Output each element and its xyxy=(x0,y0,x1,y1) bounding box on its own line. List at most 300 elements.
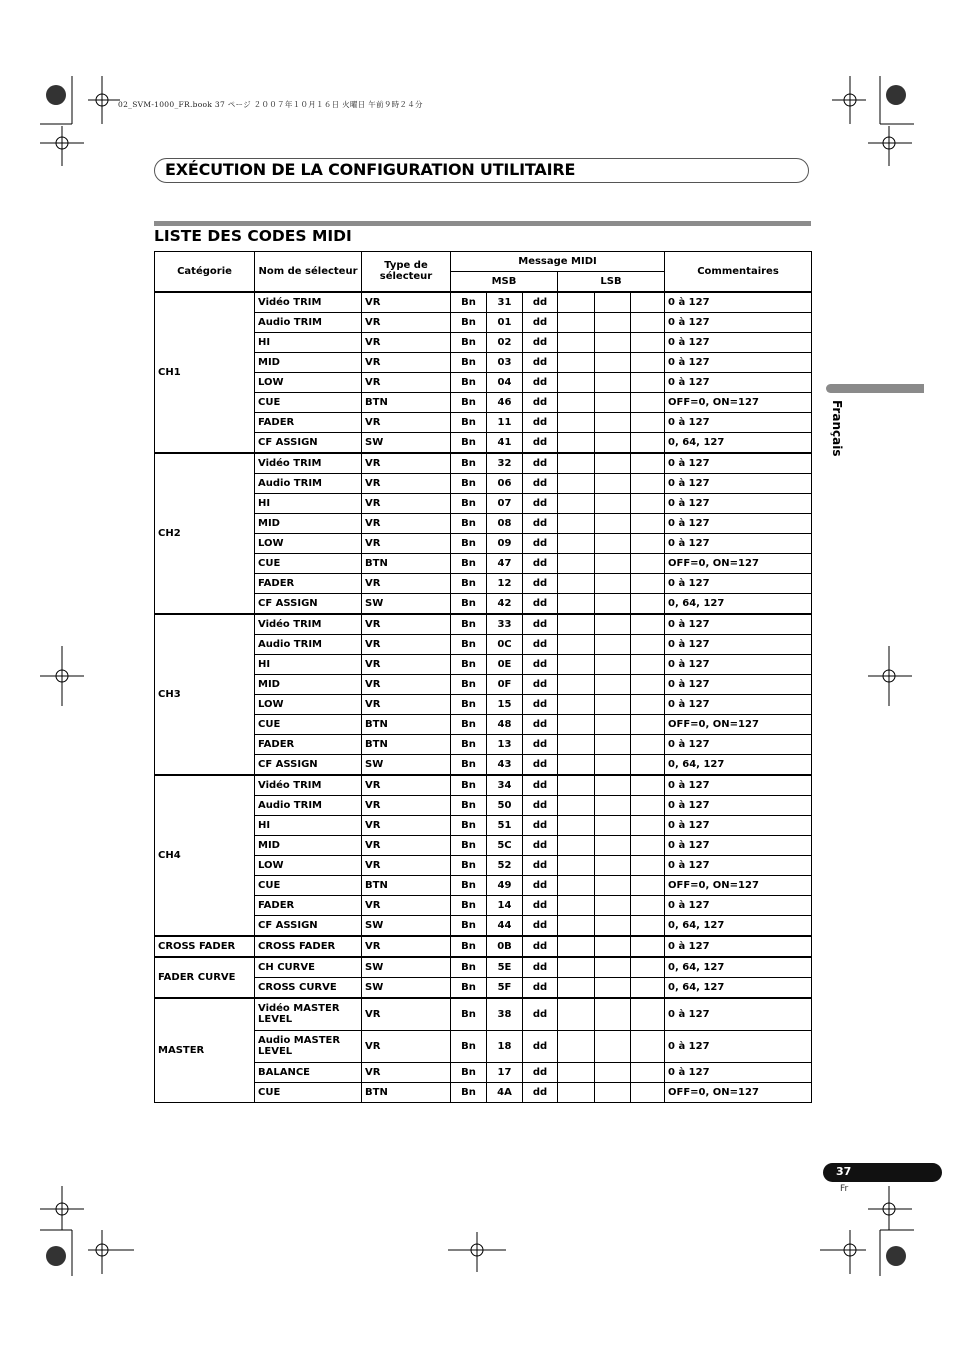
lsb-empty-cell xyxy=(595,412,631,432)
lsb-empty-cell xyxy=(595,754,631,775)
control-number-cell: 38 xyxy=(487,998,523,1031)
control-number-cell: 0E xyxy=(487,654,523,674)
lsb-empty-cell xyxy=(595,614,631,635)
status-byte-cell: Bn xyxy=(451,634,487,654)
lsb-empty-cell xyxy=(631,694,665,714)
lsb-empty-cell xyxy=(595,915,631,936)
data-byte-cell: dd xyxy=(523,533,558,553)
data-byte-cell: dd xyxy=(523,593,558,614)
header-msb: MSB xyxy=(451,272,558,292)
lsb-empty-cell xyxy=(558,795,595,815)
status-byte-cell: Bn xyxy=(451,352,487,372)
lsb-empty-cell xyxy=(558,674,595,694)
lsb-empty-cell xyxy=(558,895,595,915)
data-byte-cell: dd xyxy=(523,734,558,754)
control-number-cell: 06 xyxy=(487,473,523,493)
data-byte-cell: dd xyxy=(523,936,558,957)
data-byte-cell: dd xyxy=(523,855,558,875)
data-byte-cell: dd xyxy=(523,754,558,775)
lsb-empty-cell xyxy=(631,1030,665,1062)
control-number-cell: 18 xyxy=(487,1030,523,1062)
data-byte-cell: dd xyxy=(523,432,558,453)
lsb-empty-cell xyxy=(631,654,665,674)
selector-type-cell: VR xyxy=(362,453,451,474)
comment-cell: 0 à 127 xyxy=(665,775,812,796)
status-byte-cell: Bn xyxy=(451,674,487,694)
lsb-empty-cell xyxy=(558,1082,595,1102)
comment-cell: 0 à 127 xyxy=(665,694,812,714)
selector-name-cell: CF ASSIGN xyxy=(255,915,362,936)
data-byte-cell: dd xyxy=(523,1062,558,1082)
lsb-empty-cell xyxy=(631,493,665,513)
selector-name-cell: HI xyxy=(255,332,362,352)
lsb-empty-cell xyxy=(558,392,595,412)
category-cell: CH1 xyxy=(155,292,255,453)
status-byte-cell: Bn xyxy=(451,312,487,332)
category-cell: FADER CURVE xyxy=(155,957,255,998)
selector-type-cell: VR xyxy=(362,372,451,392)
selector-name-cell: CH CURVE xyxy=(255,957,362,978)
control-number-cell: 11 xyxy=(487,412,523,432)
lsb-empty-cell xyxy=(631,936,665,957)
lsb-empty-cell xyxy=(558,372,595,392)
table-row xyxy=(155,614,812,635)
lsb-empty-cell xyxy=(631,754,665,775)
control-number-cell: 07 xyxy=(487,493,523,513)
lsb-empty-cell xyxy=(631,372,665,392)
data-byte-cell: dd xyxy=(523,392,558,412)
data-byte-cell: dd xyxy=(523,473,558,493)
lsb-empty-cell xyxy=(558,453,595,474)
control-number-cell: 4A xyxy=(487,1082,523,1102)
status-byte-cell: Bn xyxy=(451,1082,487,1102)
control-number-cell: 32 xyxy=(487,453,523,474)
lsb-empty-cell xyxy=(631,533,665,553)
control-number-cell: 17 xyxy=(487,1062,523,1082)
lsb-empty-cell xyxy=(631,835,665,855)
lsb-empty-cell xyxy=(631,795,665,815)
status-byte-cell: Bn xyxy=(451,432,487,453)
status-byte-cell: Bn xyxy=(451,453,487,474)
control-number-cell: 34 xyxy=(487,775,523,796)
control-number-cell: 5C xyxy=(487,835,523,855)
comment-cell: 0 à 127 xyxy=(665,734,812,754)
lsb-empty-cell xyxy=(631,734,665,754)
data-byte-cell: dd xyxy=(523,513,558,533)
page-language: Fr xyxy=(840,1184,849,1194)
data-byte-cell: dd xyxy=(523,634,558,654)
comment-cell: 0 à 127 xyxy=(665,855,812,875)
lsb-empty-cell xyxy=(558,412,595,432)
comment-cell: 0 à 127 xyxy=(665,1062,812,1082)
comment-cell: 0 à 127 xyxy=(665,573,812,593)
lsb-empty-cell xyxy=(595,352,631,372)
selector-type-cell: BTN xyxy=(362,875,451,895)
lsb-empty-cell xyxy=(558,634,595,654)
header-lsb: LSB xyxy=(558,272,665,292)
selector-name-cell: Vidéo TRIM xyxy=(255,775,362,796)
lsb-empty-cell xyxy=(595,1062,631,1082)
comment-cell: 0 à 127 xyxy=(665,292,812,313)
lsb-empty-cell xyxy=(595,875,631,895)
control-number-cell: 51 xyxy=(487,815,523,835)
comment-cell: 0 à 127 xyxy=(665,795,812,815)
header-category: Catégorie xyxy=(155,252,255,292)
control-number-cell: 0C xyxy=(487,634,523,654)
selector-name-cell: CUE xyxy=(255,392,362,412)
comment-cell: 0, 64, 127 xyxy=(665,754,812,775)
lsb-empty-cell xyxy=(595,634,631,654)
selector-type-cell: VR xyxy=(362,634,451,654)
data-byte-cell: dd xyxy=(523,352,558,372)
selector-type-cell: VR xyxy=(362,1030,451,1062)
comment-cell: 0 à 127 xyxy=(665,674,812,694)
selector-name-cell: MID xyxy=(255,513,362,533)
lsb-empty-cell xyxy=(558,957,595,978)
control-number-cell: 03 xyxy=(487,352,523,372)
selector-name-cell: FADER xyxy=(255,895,362,915)
selector-type-cell: SW xyxy=(362,754,451,775)
status-byte-cell: Bn xyxy=(451,332,487,352)
data-byte-cell: dd xyxy=(523,573,558,593)
data-byte-cell: dd xyxy=(523,372,558,392)
selector-name-cell: MID xyxy=(255,835,362,855)
lsb-empty-cell xyxy=(558,493,595,513)
status-byte-cell: Bn xyxy=(451,977,487,998)
lsb-empty-cell xyxy=(631,312,665,332)
lsb-empty-cell xyxy=(558,553,595,573)
comment-cell: 0 à 127 xyxy=(665,815,812,835)
status-byte-cell: Bn xyxy=(451,734,487,754)
lsb-empty-cell xyxy=(595,312,631,332)
selector-type-cell: VR xyxy=(362,1062,451,1082)
selector-type-cell: SW xyxy=(362,915,451,936)
selector-name-cell: BALANCE xyxy=(255,1062,362,1082)
control-number-cell: 49 xyxy=(487,875,523,895)
lsb-empty-cell xyxy=(595,674,631,694)
lsb-empty-cell xyxy=(558,312,595,332)
lsb-empty-cell xyxy=(558,915,595,936)
data-byte-cell: dd xyxy=(523,553,558,573)
lsb-empty-cell xyxy=(595,998,631,1031)
control-number-cell: 02 xyxy=(487,332,523,352)
comment-cell: 0 à 127 xyxy=(665,312,812,332)
status-byte-cell: Bn xyxy=(451,573,487,593)
lsb-empty-cell xyxy=(631,332,665,352)
data-byte-cell: dd xyxy=(523,957,558,978)
control-number-cell: 43 xyxy=(487,754,523,775)
status-byte-cell: Bn xyxy=(451,936,487,957)
data-byte-cell: dd xyxy=(523,292,558,313)
lsb-empty-cell xyxy=(595,734,631,754)
lsb-empty-cell xyxy=(595,654,631,674)
lsb-empty-cell xyxy=(595,292,631,313)
selector-name-cell: Audio TRIM xyxy=(255,634,362,654)
data-byte-cell: dd xyxy=(523,694,558,714)
print-job-mark: 02_SVM-1000_FR.book 37 ページ ２００７年１０月１６日 火曜日 午前９時２４分 xyxy=(118,100,423,109)
lsb-empty-cell xyxy=(558,614,595,635)
selector-type-cell: BTN xyxy=(362,714,451,734)
header-type: Type de sélecteur xyxy=(362,252,451,292)
comment-cell: 0, 64, 127 xyxy=(665,593,812,614)
lsb-empty-cell xyxy=(631,432,665,453)
data-byte-cell: dd xyxy=(523,453,558,474)
lsb-empty-cell xyxy=(631,573,665,593)
selector-name-cell: HI xyxy=(255,815,362,835)
comment-cell: OFF=0, ON=127 xyxy=(665,392,812,412)
selector-type-cell: BTN xyxy=(362,392,451,412)
lsb-empty-cell xyxy=(595,432,631,453)
lsb-empty-cell xyxy=(631,815,665,835)
selector-name-cell: MID xyxy=(255,352,362,372)
lsb-empty-cell xyxy=(595,392,631,412)
status-byte-cell: Bn xyxy=(451,957,487,978)
comment-cell: 0 à 127 xyxy=(665,533,812,553)
lsb-empty-cell xyxy=(631,513,665,533)
selector-type-cell: VR xyxy=(362,835,451,855)
data-byte-cell: dd xyxy=(523,714,558,734)
data-byte-cell: dd xyxy=(523,1082,558,1102)
selector-name-cell: Vidéo TRIM xyxy=(255,453,362,474)
lsb-empty-cell xyxy=(558,533,595,553)
status-byte-cell: Bn xyxy=(451,998,487,1031)
data-byte-cell: dd xyxy=(523,412,558,432)
lsb-empty-cell xyxy=(558,754,595,775)
control-number-cell: 5E xyxy=(487,957,523,978)
status-byte-cell: Bn xyxy=(451,775,487,796)
selector-type-cell: VR xyxy=(362,694,451,714)
selector-name-cell: Audio MASTER LEVEL xyxy=(255,1030,362,1062)
data-byte-cell: dd xyxy=(523,493,558,513)
lsb-empty-cell xyxy=(558,835,595,855)
status-byte-cell: Bn xyxy=(451,513,487,533)
table-row xyxy=(155,292,812,313)
lsb-empty-cell xyxy=(631,593,665,614)
lsb-empty-cell xyxy=(558,654,595,674)
comment-cell: 0, 64, 127 xyxy=(665,977,812,998)
status-byte-cell: Bn xyxy=(451,372,487,392)
lsb-empty-cell xyxy=(595,453,631,474)
lsb-empty-cell xyxy=(631,412,665,432)
lsb-empty-cell xyxy=(631,352,665,372)
control-number-cell: 44 xyxy=(487,915,523,936)
lsb-empty-cell xyxy=(558,593,595,614)
comment-cell: 0 à 127 xyxy=(665,895,812,915)
lsb-empty-cell xyxy=(558,332,595,352)
chapter-header xyxy=(154,158,809,183)
lsb-empty-cell xyxy=(631,775,665,796)
lsb-empty-cell xyxy=(558,734,595,754)
selector-name-cell: Vidéo MASTER LEVEL xyxy=(255,998,362,1031)
lsb-empty-cell xyxy=(631,392,665,412)
lsb-empty-cell xyxy=(631,553,665,573)
language-tab xyxy=(826,384,924,393)
selector-type-cell: VR xyxy=(362,895,451,915)
language-label: Français xyxy=(830,400,844,457)
selector-type-cell: VR xyxy=(362,412,451,432)
lsb-empty-cell xyxy=(558,936,595,957)
section-divider xyxy=(154,221,811,226)
selector-name-cell: HI xyxy=(255,654,362,674)
category-cell: CH3 xyxy=(155,614,255,775)
comment-cell: 0 à 127 xyxy=(665,453,812,474)
lsb-empty-cell xyxy=(595,835,631,855)
lsb-empty-cell xyxy=(595,332,631,352)
data-byte-cell: dd xyxy=(523,998,558,1031)
control-number-cell: 14 xyxy=(487,895,523,915)
data-byte-cell: dd xyxy=(523,977,558,998)
selector-name-cell: CUE xyxy=(255,875,362,895)
selector-name-cell: Audio TRIM xyxy=(255,312,362,332)
status-byte-cell: Bn xyxy=(451,614,487,635)
selector-type-cell: BTN xyxy=(362,553,451,573)
lsb-empty-cell xyxy=(558,998,595,1031)
lsb-empty-cell xyxy=(631,855,665,875)
chapter-title: EXÉCUTION DE LA CONFIGURATION UTILITAIRE xyxy=(165,160,576,179)
control-number-cell: 41 xyxy=(487,432,523,453)
control-number-cell: 0B xyxy=(487,936,523,957)
control-number-cell: 0F xyxy=(487,674,523,694)
selector-name-cell: Audio TRIM xyxy=(255,795,362,815)
selector-name-cell: CUE xyxy=(255,1082,362,1102)
category-cell: CH4 xyxy=(155,775,255,936)
lsb-empty-cell xyxy=(631,998,665,1031)
comment-cell: 0 à 127 xyxy=(665,493,812,513)
selector-name-cell: CROSS CURVE xyxy=(255,977,362,998)
lsb-empty-cell xyxy=(631,915,665,936)
lsb-empty-cell xyxy=(558,352,595,372)
lsb-empty-cell xyxy=(595,775,631,796)
status-byte-cell: Bn xyxy=(451,1030,487,1062)
selector-type-cell: VR xyxy=(362,312,451,332)
comment-cell: 0 à 127 xyxy=(665,634,812,654)
status-byte-cell: Bn xyxy=(451,493,487,513)
status-byte-cell: Bn xyxy=(451,292,487,313)
status-byte-cell: Bn xyxy=(451,412,487,432)
selector-type-cell: VR xyxy=(362,855,451,875)
control-number-cell: 52 xyxy=(487,855,523,875)
lsb-empty-cell xyxy=(558,815,595,835)
lsb-empty-cell xyxy=(595,936,631,957)
selector-name-cell: LOW xyxy=(255,694,362,714)
selector-name-cell: CROSS FADER xyxy=(255,936,362,957)
lsb-empty-cell xyxy=(631,292,665,313)
selector-type-cell: VR xyxy=(362,332,451,352)
selector-name-cell: LOW xyxy=(255,533,362,553)
lsb-empty-cell xyxy=(631,714,665,734)
control-number-cell: 09 xyxy=(487,533,523,553)
control-number-cell: 47 xyxy=(487,553,523,573)
lsb-empty-cell xyxy=(631,957,665,978)
comment-cell: OFF=0, ON=127 xyxy=(665,875,812,895)
selector-name-cell: Vidéo TRIM xyxy=(255,614,362,635)
comment-cell: 0 à 127 xyxy=(665,513,812,533)
lsb-empty-cell xyxy=(631,1062,665,1082)
lsb-empty-cell xyxy=(595,553,631,573)
selector-name-cell: LOW xyxy=(255,372,362,392)
selector-name-cell: LOW xyxy=(255,855,362,875)
control-number-cell: 46 xyxy=(487,392,523,412)
status-byte-cell: Bn xyxy=(451,754,487,775)
lsb-empty-cell xyxy=(595,493,631,513)
table-row xyxy=(155,998,812,1031)
lsb-empty-cell xyxy=(631,614,665,635)
comment-cell: 0 à 127 xyxy=(665,654,812,674)
status-byte-cell: Bn xyxy=(451,815,487,835)
status-byte-cell: Bn xyxy=(451,473,487,493)
lsb-empty-cell xyxy=(595,815,631,835)
lsb-empty-cell xyxy=(558,694,595,714)
status-byte-cell: Bn xyxy=(451,855,487,875)
comment-cell: 0 à 127 xyxy=(665,614,812,635)
header-name: Nom de sélecteur xyxy=(255,252,362,292)
comment-cell: 0 à 127 xyxy=(665,352,812,372)
category-cell: MASTER xyxy=(155,998,255,1103)
control-number-cell: 12 xyxy=(487,573,523,593)
midi-codes-table xyxy=(154,251,812,1103)
header-midi-message: Message MIDI xyxy=(451,252,665,272)
table-row xyxy=(155,936,812,957)
control-number-cell: 13 xyxy=(487,734,523,754)
selector-type-cell: VR xyxy=(362,614,451,635)
lsb-empty-cell xyxy=(558,1062,595,1082)
control-number-cell: 48 xyxy=(487,714,523,734)
selector-type-cell: VR xyxy=(362,292,451,313)
lsb-empty-cell xyxy=(558,513,595,533)
selector-name-cell: FADER xyxy=(255,734,362,754)
lsb-empty-cell xyxy=(631,1082,665,1102)
status-byte-cell: Bn xyxy=(451,714,487,734)
comment-cell: OFF=0, ON=127 xyxy=(665,714,812,734)
comment-cell: 0, 64, 127 xyxy=(665,957,812,978)
lsb-empty-cell xyxy=(558,875,595,895)
lsb-empty-cell xyxy=(631,875,665,895)
comment-cell: 0 à 127 xyxy=(665,372,812,392)
selector-type-cell: SW xyxy=(362,977,451,998)
lsb-empty-cell xyxy=(558,1030,595,1062)
selector-type-cell: VR xyxy=(362,795,451,815)
lsb-empty-cell xyxy=(558,292,595,313)
lsb-empty-cell xyxy=(558,573,595,593)
category-cell: CROSS FADER xyxy=(155,936,255,957)
control-number-cell: 31 xyxy=(487,292,523,313)
lsb-empty-cell xyxy=(595,573,631,593)
lsb-empty-cell xyxy=(631,634,665,654)
status-byte-cell: Bn xyxy=(451,895,487,915)
lsb-empty-cell xyxy=(631,895,665,915)
lsb-empty-cell xyxy=(558,775,595,796)
lsb-empty-cell xyxy=(595,957,631,978)
lsb-empty-cell xyxy=(595,714,631,734)
status-byte-cell: Bn xyxy=(451,875,487,895)
data-byte-cell: dd xyxy=(523,795,558,815)
lsb-empty-cell xyxy=(631,473,665,493)
lsb-empty-cell xyxy=(595,533,631,553)
lsb-empty-cell xyxy=(595,977,631,998)
lsb-empty-cell xyxy=(595,895,631,915)
data-byte-cell: dd xyxy=(523,614,558,635)
control-number-cell: 15 xyxy=(487,694,523,714)
data-byte-cell: dd xyxy=(523,312,558,332)
selector-name-cell: CF ASSIGN xyxy=(255,593,362,614)
page-number: 37 xyxy=(836,1165,852,1178)
lsb-empty-cell xyxy=(631,977,665,998)
lsb-empty-cell xyxy=(595,593,631,614)
selector-type-cell: BTN xyxy=(362,734,451,754)
lsb-empty-cell xyxy=(595,1082,631,1102)
table-row xyxy=(155,775,812,796)
lsb-empty-cell xyxy=(595,473,631,493)
